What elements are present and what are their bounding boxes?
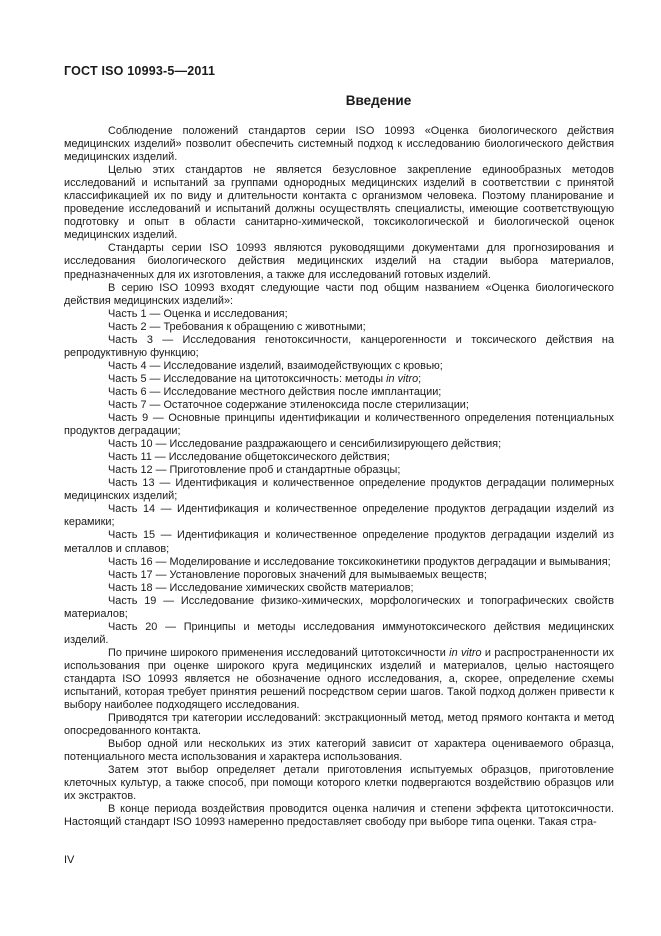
page-number: IV	[64, 854, 75, 866]
document-body	[64, 125, 614, 830]
list-item: Часть 16 — Моделирование и исследование токсикокинетики продуктов деградации и вымывания;	[108, 555, 611, 568]
paragraph: По причине широкого применения исследований цитотоксичности in vitro и распространенности их использования при оценке широкого круга медицинских изделий и материалов, целью настоящего стандарта ISO 10993 является не обозначение одного исследования, а, скорее, определение схемы испытаний, которая требует принятия решений посредством серии шагов. Такой подход должен привести к выбору наиболее подходящего исследования.	[64, 646, 614, 712]
list-item: Часть 1 — Оценка и исследования;	[108, 307, 288, 320]
paragraph: В конце периода воздействия проводится оценка наличия и степени эффекта цитотоксичности. Настоящий стандарт ISO 10993 намеренно предоставляет свободу при выборе типа оценки. Такая стра-	[64, 803, 614, 829]
list-item: Часть 7 — Остаточное содержание этиленоксида после стерилизации;	[108, 398, 469, 411]
section-title: Введение	[345, 93, 412, 108]
paragraph: В серию ISO 10993 входят следующие части под общим названием «Оценка биологического действия медицинских изделий»:	[64, 281, 614, 307]
list-item: Часть 18 — Исследование химических свойств материалов;	[108, 581, 414, 594]
paragraph: Стандарты серии ISO 10993 являются руководящими документами для прогнозирования и исследования биологического действия медицинских изделий на стадии выбора материалов, предназначенных для их изготовления, а также для исследований готовых изделий.	[64, 242, 614, 281]
paragraph: Целью этих стандартов не является безусловное закрепление единообразных методов исследований и испытаний за группами однородных медицинских изделий в соответствии с принятой классификацией их по виду и длительности контакта с организмом человека. Поэтому планирование и проведение исследований и испытаний должны осуществлять специалисты, имеющие соответствующую подготовку и опыт в области санитарно-химической, токсикологической и биологической оценок медицинских изделий.	[64, 164, 614, 242]
list-item: Часть 6 — Исследование местного действия после имплантации;	[108, 385, 442, 398]
list-item: Часть 20 — Принципы и методы исследования иммунотоксического действия медицинских изделий.	[64, 620, 614, 646]
list-item: Часть 14 — Идентификация и количественное определение продуктов деградации изделий из керамики;	[64, 503, 614, 529]
list-item: Часть 5 — Исследование на цитотоксичность: методы in vitro;	[108, 372, 422, 385]
paragraph: Выбор одной или нескольких из этих категорий зависит от характера оцениваемого образца, потенциального места использования и характера использования.	[64, 738, 614, 764]
list-item: Часть 15 — Идентификация и количественное определение продуктов деградации изделий из металлов и сплавов;	[64, 529, 614, 555]
paragraph: Приводятся три категории исследований: экстракционный метод, метод прямого контакта и метод опосредованного контакта.	[64, 712, 614, 738]
list-item: Часть 4 — Исследование изделий, взаимодействующих с кровью;	[108, 359, 443, 372]
list-item: Часть 19 — Исследование физико-химических, морфологических и топографических свойств материалов;	[64, 594, 614, 620]
document-header: ГОСТ ISO 10993-5—2011	[64, 64, 216, 78]
list-item: Часть 2 — Требования к обращению с животными;	[108, 320, 366, 333]
list-item: Часть 10 — Исследование раздражающего и сенсибилизирующего действия;	[108, 438, 502, 451]
list-item: Часть 11 — Исследование общетоксического действия;	[108, 451, 390, 464]
list-item: Часть 17 — Установление пороговых значений для вымываемых веществ;	[108, 568, 487, 581]
list-item: Часть 9 — Основные принципы идентификации и количественного определения потенциальных продуктов деградации;	[64, 412, 614, 438]
paragraph: Соблюдение положений стандартов серии ISO 10993 «Оценка биологического действия медицинских изделий» позволит обеспечить системный подход к исследованию биологического действия медицинских изделий.	[64, 125, 614, 164]
list-item: Часть 13 — Идентификация и количественное определение продуктов деградации полимерных медицинских изделий;	[64, 477, 614, 503]
list-item: Часть 12 — Приготовление проб и стандартные образцы;	[108, 464, 401, 477]
paragraph: Затем этот выбор определяет детали приготовления испытуемых образцов, приготовление клеточных культур, а также способ, при помощи которого клетки подвергаются воздействию образцов или их экстрактов.	[64, 764, 614, 803]
list-item: Часть 3 — Исследования генотоксичности, канцерогенности и токсического действия на репродуктивную функцию;	[64, 333, 614, 359]
